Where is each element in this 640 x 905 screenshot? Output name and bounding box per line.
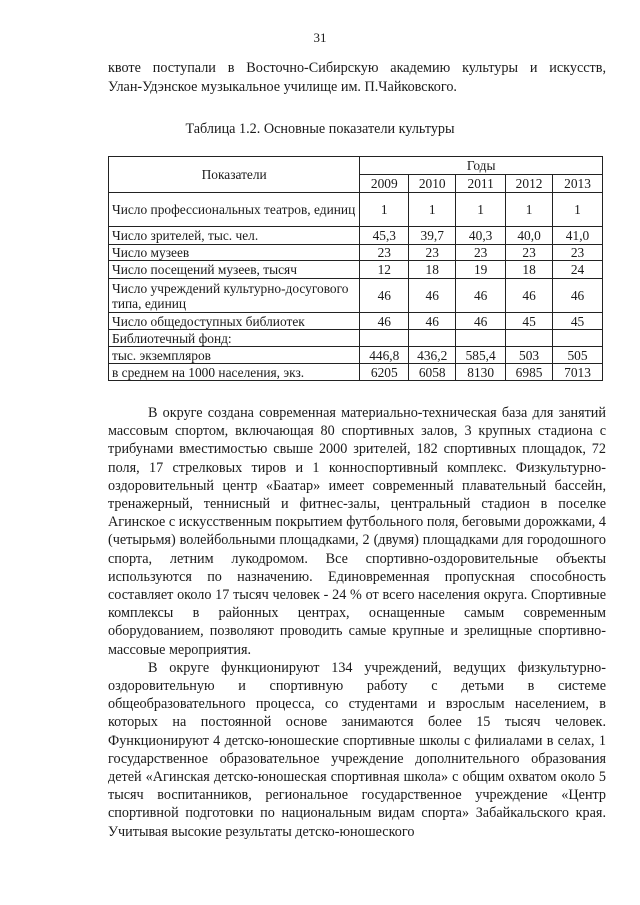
value-cell — [360, 330, 409, 347]
value-cell: 1 — [553, 193, 603, 227]
table-row — [109, 279, 603, 313]
value-cell: 23 — [456, 245, 506, 261]
value-cell: 1 — [360, 193, 409, 227]
year-cell: 2011 — [456, 175, 506, 193]
value-cell: 18 — [409, 261, 456, 279]
row-label: Библиотечный фонд: — [109, 330, 360, 347]
page-number: 31 — [313, 30, 327, 45]
value-cell: 23 — [360, 245, 409, 261]
value-cell: 1 — [456, 193, 506, 227]
value-cell — [456, 330, 506, 347]
table-caption: Таблица 1.2. Основные показатели культуры — [185, 121, 455, 137]
value-cell: 8130 — [456, 364, 506, 381]
value-cell: 1 — [409, 193, 456, 227]
row-label: Число зрителей, тыс. чел. — [109, 227, 360, 245]
table-row — [109, 193, 603, 227]
value-cell: 46 — [506, 279, 553, 313]
intro-line-1: квоте поступали в Восточно-Сибирскую академию культуры и искусств, — [108, 60, 606, 76]
value-cell: 23 — [553, 245, 603, 261]
year-cell: 2013 — [553, 175, 603, 193]
value-cell: 46 — [360, 279, 409, 313]
value-cell: 45 — [506, 313, 553, 330]
row-label: Число профессиональных театров, единиц — [109, 193, 360, 227]
table-row — [109, 245, 603, 261]
value-cell: 46 — [360, 313, 409, 330]
year-cell: 2012 — [506, 175, 553, 193]
row-label: в среднем на 1000 населения, экз. — [109, 364, 360, 381]
value-cell: 23 — [506, 245, 553, 261]
table-row — [109, 313, 603, 330]
value-cell: 18 — [506, 261, 553, 279]
value-cell: 585,4 — [456, 347, 506, 364]
value-cell: 39,7 — [409, 227, 456, 245]
table-row — [109, 347, 603, 364]
table-row — [109, 261, 603, 279]
value-cell: 46 — [409, 279, 456, 313]
value-cell: 45,3 — [360, 227, 409, 245]
value-cell: 46 — [456, 279, 506, 313]
intro-text — [108, 59, 606, 97]
culture-indicators-table — [108, 156, 603, 381]
table-header-row — [109, 157, 603, 175]
row-label: тыс. экземпляров — [109, 347, 360, 364]
value-cell: 6205 — [360, 364, 409, 381]
year-cell: 2009 — [360, 175, 409, 193]
value-cell: 6058 — [409, 364, 456, 381]
value-cell: 12 — [360, 261, 409, 279]
value-cell: 41,0 — [553, 227, 603, 245]
paragraph-sports-institutions: В округе функционируют 134 учреждений, ведущих физкультурно-оздоровительную и спортивную работу с детьми в системе общеобразовательного процесса, со студентами и взрослым населением, в которых на постоянной основе занимаются более 15 тысяч человек. Функционируют 4 детско-юношеские спортивные школы с филиалами в селах, 1 государственное образовательное учреждение дополнительного образования детей «Агинская детско-юношеская спортивная школа» с общим охватом около 5 тысяч воспитанников, региональное государственное учреждение «Центр спортивной подготовки по национальным видам спорта» Забайкальского края. Учитывая высокие результаты детско-юношеского — [108, 659, 606, 840]
value-cell: 7013 — [553, 364, 603, 381]
value-cell — [506, 330, 553, 347]
value-cell — [409, 330, 456, 347]
value-cell — [553, 330, 603, 347]
body-text — [108, 404, 606, 841]
value-cell: 6985 — [506, 364, 553, 381]
value-cell: 1 — [506, 193, 553, 227]
value-cell: 46 — [409, 313, 456, 330]
value-cell: 503 — [506, 347, 553, 364]
table-row — [109, 364, 603, 381]
value-cell: 24 — [553, 261, 603, 279]
row-label: Число посещений музеев, тысяч — [109, 261, 360, 279]
value-cell: 436,2 — [409, 347, 456, 364]
value-cell: 505 — [553, 347, 603, 364]
year-cell: 2010 — [409, 175, 456, 193]
row-label: Число общедоступных библиотек — [109, 313, 360, 330]
value-cell: 45 — [553, 313, 603, 330]
years-header: Годы — [360, 157, 603, 175]
paragraph-sports-infrastructure: В округе создана современная материально-техническая база для занятий массовым спортом, включающая 80 спортивных залов, 3 крупных стадиона с трибунами вместимостью свыше 2000 зрителей, 182 спортивных площадок, 72 поля, 17 стрелковых тиров и 1 конноспортивный комплекс. Физкультурно-оздоровительный центр «Баатар» имеет современный плавательный бассейн, тренажерный, теннисный и фитнес-залы, центральный стадион в поселке Агинское с искусственным покрытием футбольного поля, беговыми дорожками, 4 (четырьмя) волейбольными площадками, 2 (двумя) площадками для городошного спорта, летним лукодромом. Все спортивно-оздоровительные объекты используются по назначению. Единовременная пропускная способность составляет около 17 тысяч человек - 24 % от всего населения округа. Спортивные комплексы в районных центрах, оснащенные самым современным оборудованием, позволяют проводить самые крупные и зрелищные спортивно-массовые мероприятия. — [108, 405, 606, 658]
value-cell: 19 — [456, 261, 506, 279]
value-cell: 446,8 — [360, 347, 409, 364]
table-row — [109, 227, 603, 245]
row-label: Число учреждений культурно-досугового типа, единиц — [109, 279, 360, 313]
table-row — [109, 330, 603, 347]
value-cell: 40,3 — [456, 227, 506, 245]
value-cell: 46 — [456, 313, 506, 330]
intro-line-2: Улан-Удэнское музыкальное училище им. П.Чайковского. — [108, 79, 457, 95]
value-cell: 40,0 — [506, 227, 553, 245]
value-cell: 46 — [553, 279, 603, 313]
row-label: Число музеев — [109, 245, 360, 261]
value-cell: 23 — [409, 245, 456, 261]
indicator-header: Показатели — [109, 157, 360, 193]
